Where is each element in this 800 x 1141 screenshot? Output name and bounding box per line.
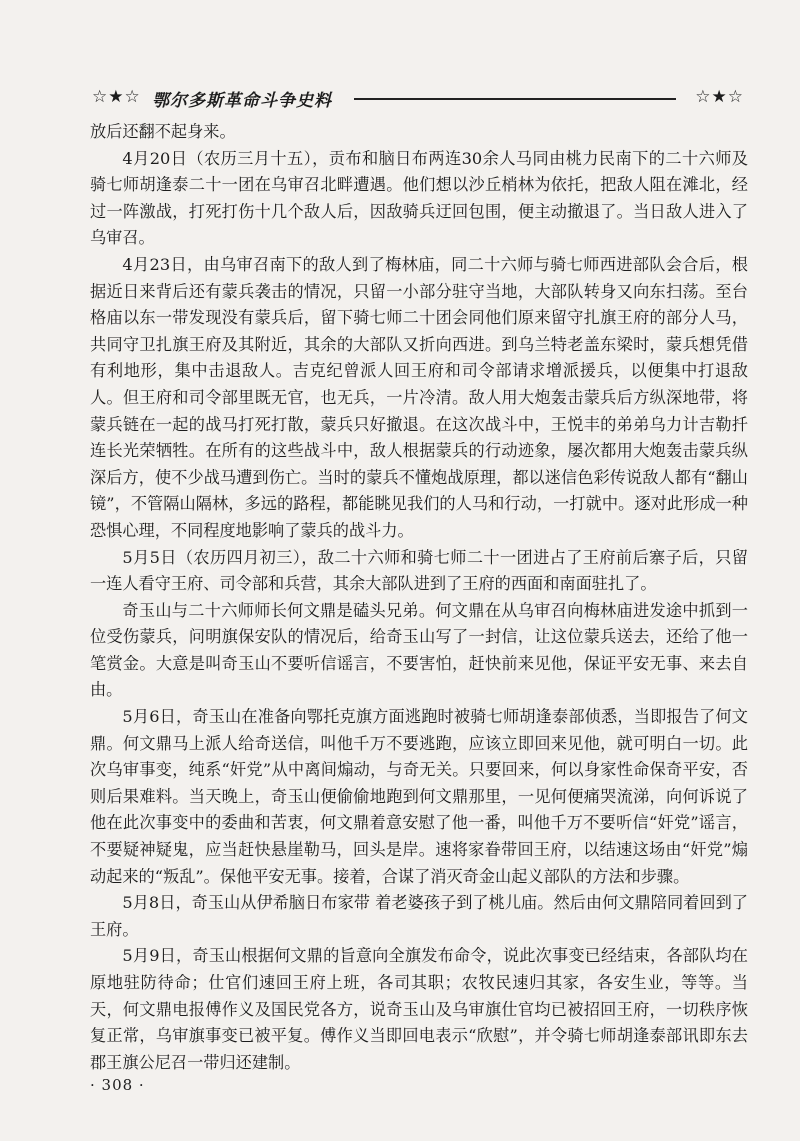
paragraph-april-23: 4月23日，由乌审召南下的敌人到了梅林庙，同二十六师与骑七师西进部队会合后，根据近日来背后还有蒙兵袭击的情况，只留一小部分驻守当地，大部队转身又向东扫荡。至台格庙以东一带发现没有蒙兵后，留下骑七师二十团会同他们原来留守扎旗王府的部分人马，共同守卫扎旗王府及其附近，其余的大部队又折向西进。到乌兰特老盖东梁时，蒙兵想凭借有利地形，集中击退敌人。吉克纪曾派人回王府和司令部请求增派援兵，以便集中打退敌人。但王府和司令部里既无官，也无兵，一片冷清。敌人用大炮轰击蒙兵后方纵深地带，将蒙兵链在一起的战马打死打散，蒙兵只好撤退。在这次战斗中，王悦丰的弟弟乌力计吉勒扦连长光荣牺牲。在所有的这些战斗中，敌人根据蒙兵的行动迹象，屡次都用大炮轰击蒙兵纵深后方，使不少战马遭到伤亡。当时的蒙兵不懂炮战原理，都以迷信色彩传说敌人都有“翻山镜”，不管隔山隔林，多远的路程，都能眺见我们的人马和行动，一打就中。逐对此形成一种恐惧心理，不同程度地影响了蒙兵的战斗力。 (90, 254, 748, 540)
paragraph-may-5: 5月5日（农历四月初三），敌二十六师和骑七师二十一团进占了王府前后寨子后，只留一连人看守王府、司令部和兵营，其余大部队进到了王府的西面和南面驻扎了。 (90, 547, 748, 594)
running-title: 鄂尔多斯革命斗争史料 (152, 91, 332, 111)
page-number: · 308 · (90, 1076, 145, 1094)
paragraph-continuation: 放后还翻不起身来。 (90, 122, 236, 141)
paragraph-may-9: 5月9日，奇玉山根据何文鼎的旨意向全旗发布命令，说此次事变已经结束，各部队均在原地驻防待命；仕官们速回王府上班，各司其职；农牧民速归其家，各安生业，等等。当天，何文鼎电报傅作义及国民党各方，说奇玉山及乌审旗仕官均已被招回王府，一切秩序恢复正常，乌审旗事变已被平复。傅作义当即回电表示“欣慰”，并令骑七师胡逢泰部讯即东去郡王旗公尼召一带归还建制。 (90, 946, 748, 1072)
paragraph-april-20: 4月20日（农历三月十五），贡布和脑日布两连30余人马同由桃力民南下的二十六师及骑七师胡逢泰二十一团在乌审召北畔遭遇。他们想以沙丘梢林为依托，把敌人阻在滩北，经过一阵激战，打死打伤十几个敌人后，因敌骑兵迂回包围，便主动撤退了。当日敌人进入了乌审召。 (90, 148, 748, 248)
paragraph-qi-yushan-letter: 奇玉山与二十六师师长何文鼎是磕头兄弟。何文鼎在从乌审召向梅林庙进发途中抓到一位受伤蒙兵，问明旗保安队的情况后，给奇玉山写了一封信，让这位蒙兵送去，还给了他一笔赏金。大意是叫奇玉山不要听信谣言，不要害怕，赶快前来见他，保证平安无事、来去自由。 (90, 600, 748, 700)
body-text (90, 119, 748, 1076)
header-rule (354, 98, 676, 100)
header-stars-right: ☆★☆ (695, 87, 744, 107)
header-stars-left: ☆★☆ (92, 87, 141, 107)
paragraph-may-6: 5月6日，奇玉山在准备向鄂托克旗方面逃跑时被骑七师胡逢泰部侦悉，当即报告了何文鼎。何文鼎马上派人给奇送信，叫他千万不要逃跑，应该立即回来见他，就可明白一切。此次乌审事变，纯系“奸党”从中离间煽动，与奇无关。只要回来，何以身家性命保奇平安，否则后果难料。当天晚上，奇玉山便偷偷地跑到何文鼎那里，一见何便痛哭流涕，向何诉说了他在此次事变中的委曲和苦衷，何文鼎着意安慰了他一番，叫他千万不要听信“奸党”谣言，不要疑神疑鬼，应当赶快悬崖勒马，回头是岸。速将家眷带回王府，以结速这场由“奸党”煽动起来的“叛乱”。保他平安无事。接着，合谋了消灭奇金山起义部队的方法和步骤。 (90, 707, 748, 886)
running-header (92, 83, 744, 113)
paragraph-may-8: 5月8日，奇玉山从伊希脑日布家带 着老婆孩子到了桃儿庙。然后由何文鼎陪同着回到了王府。 (90, 893, 748, 939)
